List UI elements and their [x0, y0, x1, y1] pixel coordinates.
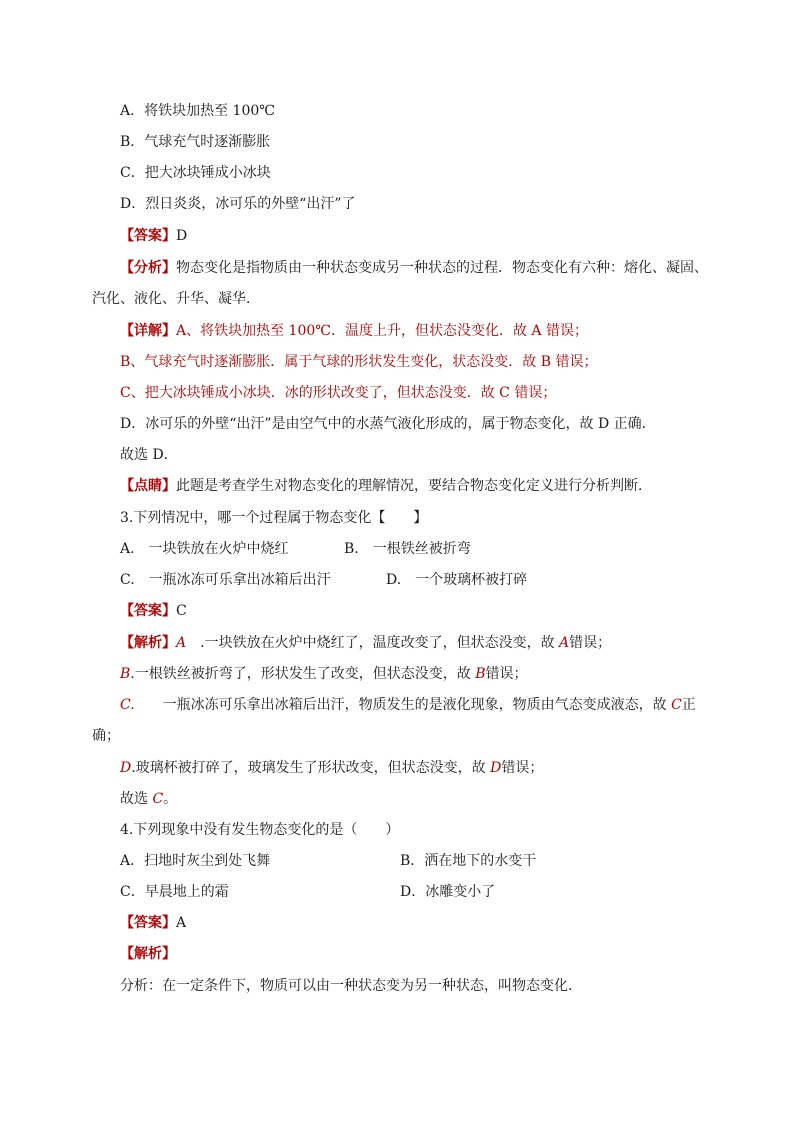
q4-stem: 4.下列现象中没有发生物态变化的是（ ） [120, 822, 400, 838]
choose-end: 。 [163, 791, 178, 807]
q3-explain-c-line [120, 695, 696, 715]
letter-c: C. [120, 697, 135, 713]
answer-value: A [176, 915, 187, 931]
letter-b-ref: B [475, 666, 486, 682]
q3-option-a: A. 一块铁放在火炉中烧红 [120, 541, 289, 557]
q4-option-c: C．早晨地上的霜 [120, 884, 229, 900]
comment-tag: 【点睛】 [120, 478, 176, 494]
analysis-text: 物态变化是指物质由一种状态变成另一种状态的过程．物态变化有六种：熔化、凝固、 [176, 260, 708, 276]
q2-analysis-line-2: 汽化、液化、升华、凝华． [92, 291, 260, 307]
answer-tag: 【答案】 [120, 915, 176, 931]
detail-tag: 【详解】 [120, 323, 176, 339]
letter-a: A [176, 635, 187, 651]
letter-b: B [120, 666, 131, 682]
q2-detail-b-line: B、气球充气时逐渐膨胀．属于气球的形状发生变化，状态没变．故 B 错误； [120, 354, 598, 370]
q4-option-d: D．冰雕变小了 [400, 884, 496, 900]
q3-option-d: D. 一个玻璃杯被打碎 [386, 572, 528, 588]
q3-options-row-2 [120, 570, 527, 590]
q4-option-a: A．扫地时灰尘到处飞舞 [120, 853, 271, 869]
explain-d-text: .玻璃杯被打碎了，玻璃发生了形状改变，但状态没变，故 [131, 760, 491, 776]
q3-option-c: C. 一瓶冰冻可乐拿出冰箱后出汗 [120, 572, 331, 588]
explain-c-end: 正 [681, 697, 696, 713]
q2-analysis-line-1 [120, 258, 708, 278]
explain-b-text: .一根铁丝被折弯了，形状发生了改变，但状态没变，故 [130, 666, 476, 682]
q3-explain-c-cont: 确； [92, 728, 120, 744]
letter-d: D [120, 760, 132, 776]
choose-text: 故选 [120, 791, 153, 807]
q2-answer-line [120, 226, 187, 246]
q2-option-b: B．气球充气时逐渐膨胀 [120, 134, 271, 150]
explain-d-end: 错误； [501, 760, 544, 776]
letter-d-ref: D [490, 760, 502, 776]
letter-a-ref: A [559, 635, 570, 651]
q3-explain-b-line [120, 664, 528, 684]
q3-option-b: B. 一根铁丝被折弯 [344, 541, 471, 557]
q2-option-d: D．烈日炎炎，冰可乐的外壁“出汗”了 [120, 196, 356, 212]
q3-options-row-1 [120, 539, 471, 559]
explain-tag: 【解析】 [120, 946, 176, 962]
answer-value: C [176, 603, 187, 619]
choose-letter: C [152, 791, 164, 807]
q4-options-row-1 [120, 851, 536, 871]
q2-option-c: C．把大冰块锤成小冰块 [120, 165, 271, 181]
analysis-tag: 【分析】 [120, 260, 176, 276]
q2-choose-line: 故选 D． [120, 447, 178, 463]
q4-answer-line [120, 913, 186, 933]
q3-choose-line [120, 789, 177, 809]
q2-detail-a-line [120, 321, 588, 341]
q3-answer-line [120, 601, 187, 621]
q2-option-a: A．将铁块加热至 100℃ [120, 103, 275, 119]
detail-a-text: A、将铁块加热至 100℃．温度上升，但状态没变化．故 A 错误； [176, 323, 588, 339]
explain-a-text: .一块铁放在火炉中烧红了，温度改变了，但状态没变，故 [186, 635, 560, 651]
q2-detail-d-line: D．冰可乐的外壁“出汗”是由空气中的水蒸气液化形成的，属于物态变化，故 D 正确． [120, 416, 656, 432]
q3-stem: 3.下列情况中，哪一个过程属于物态变化【 】 [120, 510, 428, 526]
answer-value: D [176, 228, 188, 244]
explain-b-end: 错误； [485, 666, 528, 682]
q3-explain-d-line [120, 758, 543, 778]
q4-analysis-line: 分析：在一定条件下，物质可以由一种状态变为另一种状态，叫物态变化． [120, 978, 582, 994]
q4-option-b: B．洒在地下的水变干 [400, 853, 537, 869]
answer-tag: 【答案】 [120, 228, 176, 244]
explain-c-text: 一瓶冰冻可乐拿出冰箱后出汗，物质发生的是液化现象，物质由气态变成液态，故 [134, 697, 672, 713]
explain-tag: 【解析】 [120, 635, 176, 651]
q2-comment-line [120, 476, 652, 496]
q4-options-row-2 [120, 882, 495, 902]
answer-tag: 【答案】 [120, 603, 176, 619]
comment-text: 此题是考查学生对物态变化的理解情况，要结合物态变化定义进行分析判断． [176, 478, 652, 494]
q3-explain-a-line [120, 633, 611, 653]
q4-explain-tag-line [120, 944, 176, 964]
letter-c-ref: C [671, 697, 682, 713]
q2-detail-c-line: C、把大冰块锤成小冰块．冰的形状改变了，但状态没变．故 C 错误； [120, 385, 557, 401]
explain-a-end: 错误； [569, 635, 612, 651]
